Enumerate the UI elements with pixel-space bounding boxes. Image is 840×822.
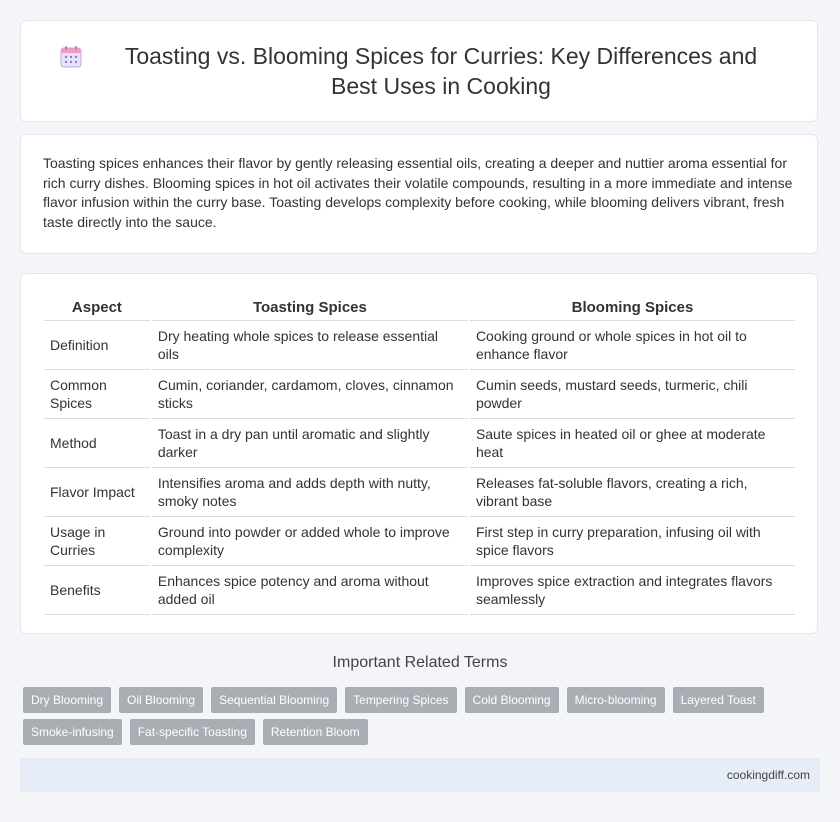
calendar-icon — [59, 45, 83, 69]
related-term-tag[interactable]: Oil Blooming — [119, 687, 203, 713]
cell-toasting: Ground into powder or added whole to improve complexity — [152, 517, 468, 566]
intro-paragraph: Toasting spices enhances their flavor by gently releasing essential oils, creating a deeper and nuttier aroma essential for rich curry dishes. Blooming spices in hot oil activates their volatile compounds, resulting in a more immediate and intense flavor infusion within the curry base. Toasting develops complexity before cooking, while blooming delivers vibrant, fresh taste directly into the sauce. — [43, 155, 793, 230]
cell-blooming: Saute spices in heated oil or ghee at moderate heat — [470, 419, 795, 468]
title-card — [20, 20, 818, 122]
related-term-tag[interactable]: Micro-blooming — [567, 687, 665, 713]
cell-blooming: First step in curry preparation, infusing oil with spice flavors — [470, 517, 795, 566]
table-row — [44, 370, 795, 419]
related-term-tag[interactable]: Layered Toast — [673, 687, 764, 713]
footer — [20, 758, 820, 792]
related-term-tag[interactable]: Retention Bloom — [263, 719, 368, 745]
table-row — [44, 468, 795, 517]
table-row — [44, 517, 795, 566]
cell-toasting: Dry heating whole spices to release essential oils — [152, 321, 468, 370]
related-term-tag[interactable]: Sequential Blooming — [211, 687, 337, 713]
cell-blooming: Cooking ground or whole spices in hot oil to enhance flavor — [470, 321, 795, 370]
related-terms-list — [23, 687, 803, 751]
cell-toasting: Enhances spice potency and aroma without added oil — [152, 566, 468, 615]
intro-card — [20, 134, 818, 254]
cell-aspect: Benefits — [44, 566, 150, 615]
table-row — [44, 419, 795, 468]
cell-aspect: Definition — [44, 321, 150, 370]
header-blooming: Blooming Spices — [470, 294, 795, 321]
footer-site-link[interactable]: cookingdiff.com — [726, 768, 810, 782]
page-title: Toasting vs. Blooming Spices for Curries: Key Differences and Best Uses in Cooking — [124, 43, 758, 99]
related-term-tag[interactable]: Cold Blooming — [465, 687, 559, 713]
related-terms-heading: Important Related Terms — [332, 654, 508, 671]
cell-blooming: Cumin seeds, mustard seeds, turmeric, chili powder — [470, 370, 795, 419]
cell-blooming: Improves spice extraction and integrates flavors seamlessly — [470, 566, 795, 615]
cell-aspect: Flavor Impact — [44, 468, 150, 517]
cell-aspect: Usage in Curries — [44, 517, 150, 566]
table-row — [44, 321, 795, 370]
cell-blooming: Releases fat-soluble flavors, creating a rich, vibrant base — [470, 468, 795, 517]
related-term-tag[interactable]: Smoke-infusing — [23, 719, 122, 745]
table-header-row — [44, 294, 795, 321]
comparison-table — [42, 294, 797, 615]
related-term-tag[interactable]: Dry Blooming — [23, 687, 111, 713]
related-term-tag[interactable]: Tempering Spices — [345, 687, 456, 713]
cell-toasting: Intensifies aroma and adds depth with nutty, smoky notes — [152, 468, 468, 517]
cell-aspect: Common Spices — [44, 370, 150, 419]
table-row — [44, 566, 795, 615]
related-term-tag[interactable]: Fat-specific Toasting — [130, 719, 255, 745]
cell-toasting: Toast in a dry pan until aromatic and slightly darker — [152, 419, 468, 468]
header-toasting: Toasting Spices — [152, 294, 468, 321]
comparison-card — [20, 273, 818, 634]
cell-aspect: Method — [44, 419, 150, 468]
cell-toasting: Cumin, coriander, cardamom, cloves, cinnamon sticks — [152, 370, 468, 419]
header-aspect: Aspect — [44, 294, 150, 321]
